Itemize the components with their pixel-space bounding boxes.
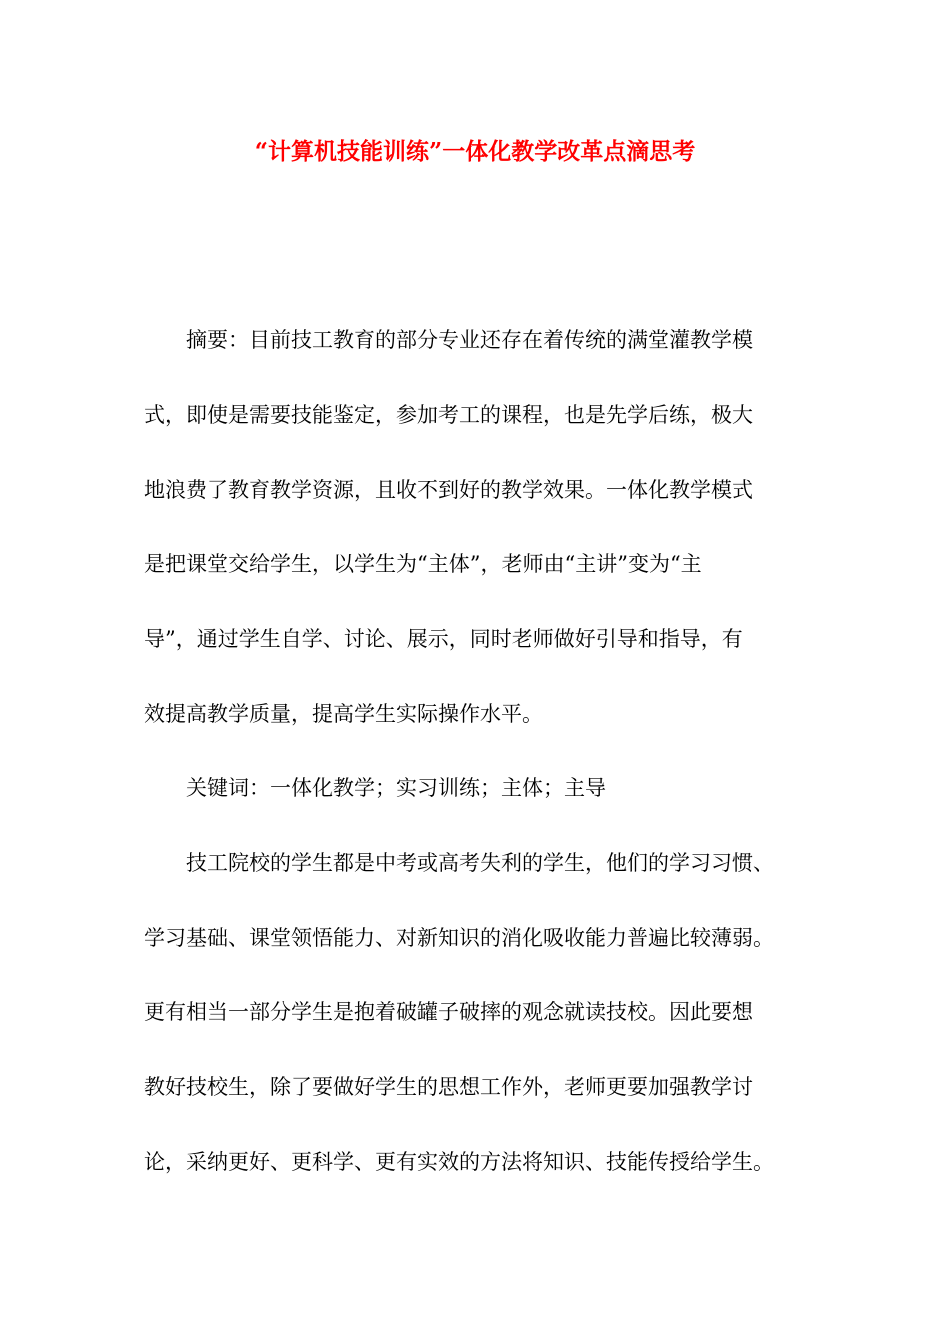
abstract-line-3: 地浪费了教育教学资源，且收不到好的教学效果。一体化教学模式 bbox=[144, 478, 753, 502]
abstract-line-4: 是把课堂交给学生，以学生为“主体”，老师由“主讲”变为“主 bbox=[144, 552, 702, 576]
body-line-5: 论，采纳更好、更科学、更有实效的方法将知识、技能传授给学生。 bbox=[144, 1150, 774, 1174]
body-line-2: 学习基础、课堂领悟能力、对新知识的消化吸收能力普遍比较薄弱。 bbox=[144, 926, 774, 950]
keywords-line: 关键词：一体化教学；实习训练；主体；主导 bbox=[144, 776, 606, 800]
abstract-line-5: 导”，通过学生自学、讨论、展示，同时老师做好引导和指导，有 bbox=[144, 627, 743, 651]
document-title: “计算机技能训练”一体化教学改革点滴思考 bbox=[254, 138, 696, 165]
body-line-1: 技工院校的学生都是中考或高考失利的学生，他们的学习习惯、 bbox=[144, 851, 774, 875]
body-line-4: 教好技校生，除了要做好学生的思想工作外，老师更要加强教学讨 bbox=[144, 1075, 753, 1099]
abstract-line-1: 摘要：目前技工教育的部分专业还存在着传统的满堂灌教学模 bbox=[144, 328, 753, 352]
abstract-line-2: 式，即使是需要技能鉴定，参加考工的课程，也是先学后练，极大 bbox=[144, 403, 753, 427]
abstract-line-6: 效提高教学质量，提高学生实际操作水平。 bbox=[144, 702, 543, 726]
body-line-3: 更有相当一部分学生是抱着破罐子破摔的观念就读技校。因此要想 bbox=[144, 1000, 753, 1024]
